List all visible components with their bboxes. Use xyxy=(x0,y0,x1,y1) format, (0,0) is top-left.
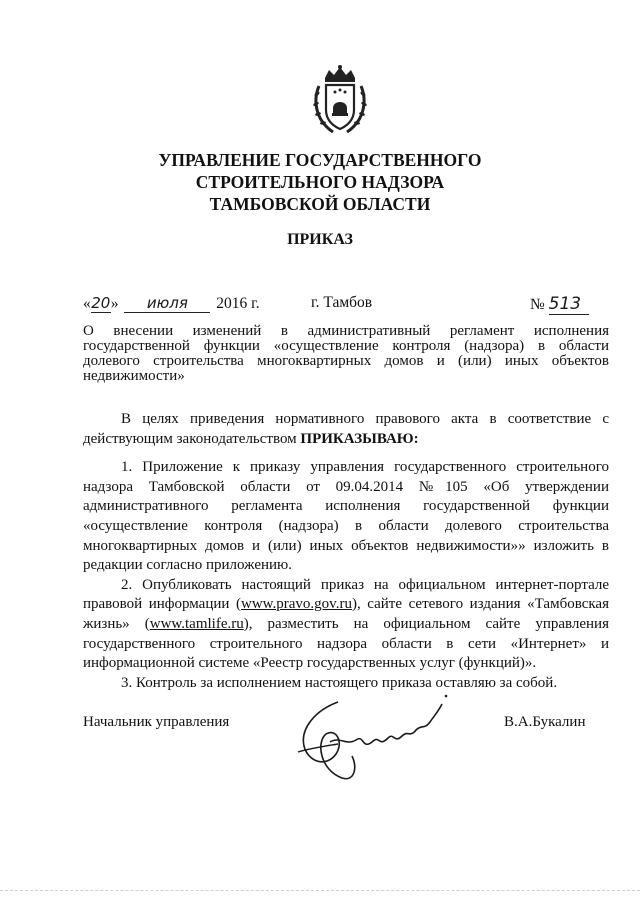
order-subject: О внесении изменений в административный регламент исполнения государственной функции «осуществление контроля (надзора) в области долевого строительства многоквартирных домов и (или) иных объектов недвижимости» xyxy=(83,323,609,384)
page-bottom-rule xyxy=(0,890,640,891)
number-label: № xyxy=(530,296,545,313)
signatory-position: Начальник управления xyxy=(83,714,230,730)
date-quote-open: « xyxy=(83,295,91,312)
item-2-text-c: ), разместить на официальном сайте управления государственного строительного надзора области в сети «Интернет» и информационной системе «Реестр государственных услуг (функций)». xyxy=(83,615,609,672)
link-pravo[interactable]: www.pravo.gov.ru xyxy=(241,596,352,613)
preamble xyxy=(83,410,609,449)
date-quote-close: » xyxy=(110,295,119,312)
date-day: 20 xyxy=(91,294,111,312)
org-line-2: СТРОИТЕЛЬНОГО НАДЗОРА xyxy=(195,172,445,192)
city: г. Тамбов xyxy=(311,294,373,311)
number-value: 513 xyxy=(549,294,589,315)
item-2-text-a: 2. Опубликовать настоящий приказ на официальном интернет-портале правовой информации ( xyxy=(83,576,609,613)
order-body xyxy=(83,410,609,693)
order-date xyxy=(83,294,260,313)
preamble-text: В целях приведения нормативного правового акта в соответствие с действующим законодательством xyxy=(83,411,609,447)
signatory-name: В.А.Букалин xyxy=(504,714,586,730)
date-year: 2016 г. xyxy=(216,295,260,312)
item-2 xyxy=(83,576,609,674)
preamble-command: ПРИКАЗЫВАЮ: xyxy=(300,430,419,447)
date-month: июля xyxy=(124,294,210,313)
link-tamlife[interactable]: www.tamlife.ru xyxy=(149,615,244,632)
document-type-title: ПРИКАЗ xyxy=(287,231,353,248)
organization-name xyxy=(0,149,640,215)
coat-of-arms-emblem xyxy=(311,64,369,136)
item-2-text-b: ), сайте сетевого издания «Тамбовская жизнь» ( xyxy=(83,596,609,632)
order-number xyxy=(530,294,589,315)
org-line-3: ТАМБОВСКОЙ ОБЛАСТИ xyxy=(209,194,431,214)
item-3: 3. Контроль за исполнением настоящего приказа оставляю за собой. xyxy=(121,674,558,691)
org-line-1: УПРАВЛЕНИЕ ГОСУДАРСТВЕННОГО xyxy=(158,150,482,170)
handwritten-signature xyxy=(286,682,456,790)
item-1: 1. Приложение к приказу управления государственного строительного надзора Тамбовской области от 09.04.2014 №105 «Об утверждении административного регламента исполнения государственной функции «осуществление контроля (надзора) в области долевого строительства многоквартирных домов и (или) иных объектов недвижимости»» изложить в редакции согласно приложению. xyxy=(83,459,609,574)
